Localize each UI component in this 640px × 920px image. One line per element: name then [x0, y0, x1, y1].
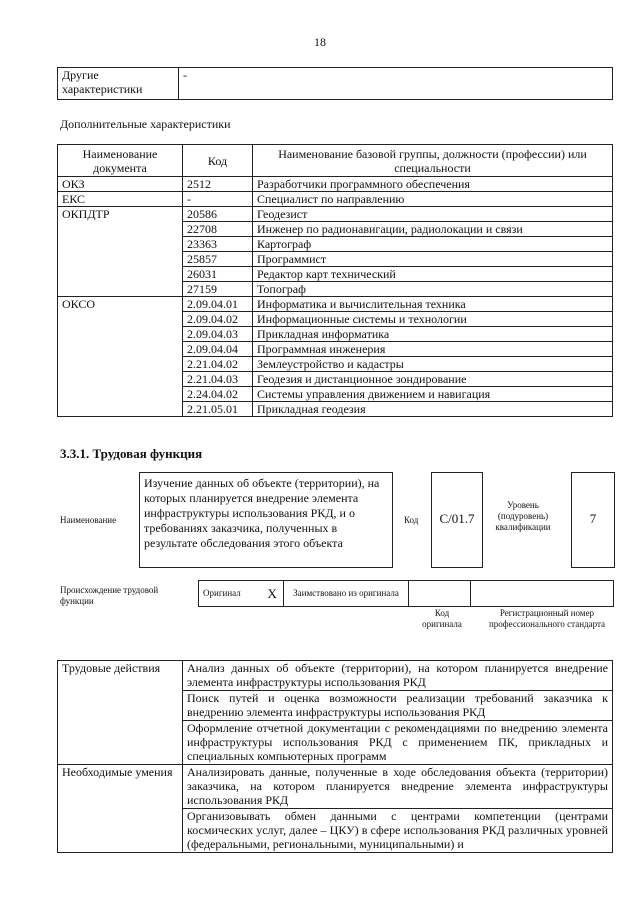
table-row — [58, 765, 613, 809]
skills-label: Необходимые умения — [58, 765, 183, 853]
name-cell: Геодезист — [253, 207, 613, 222]
code-value: C/01.7 — [439, 511, 475, 526]
actions-label: Трудовые действия — [58, 661, 183, 765]
code-cell: - — [183, 192, 253, 207]
name-cell: Специалист по направлению — [253, 192, 613, 207]
name-cell: Картограф — [253, 237, 613, 252]
code-cell: 2.21.04.03 — [183, 372, 253, 387]
code-box — [431, 472, 483, 568]
header-name: Наименование базовой группы, должности (профессии) или специальности — [253, 145, 613, 177]
function-name-value: Изучение данных об объекте (территории), на которых планируется внедрение элемента инфраструктуры использования РКД, и о требованиях заказчика, полученных в результате обследования этого объекта — [144, 476, 380, 550]
header-code: Код — [183, 145, 253, 177]
borrowed-label: Заимствовано из оригинала — [284, 581, 409, 607]
original-label: Оригинал — [199, 581, 264, 607]
code-label: Код — [404, 515, 419, 525]
code-cell: 2.09.04.02 — [183, 312, 253, 327]
name-label: Наименование — [60, 515, 117, 525]
name-cell: Топограф — [253, 282, 613, 297]
code-cell: 2.24.04.02 — [183, 387, 253, 402]
code-cell: 22708 — [183, 222, 253, 237]
name-cell: Разработчики программного обеспечения — [253, 177, 613, 192]
name-cell: Системы управления движением и навигация — [253, 387, 613, 402]
code-cell: 2.09.04.01 — [183, 297, 253, 312]
name-cell: Редактор карт технический — [253, 267, 613, 282]
table-row — [58, 177, 613, 192]
origin-code-cell — [409, 581, 471, 607]
origin-label: Происхождение трудовой функции — [60, 585, 159, 606]
actions-table — [57, 660, 613, 853]
header-doc: Наименование документа — [58, 145, 183, 177]
original-mark: X — [264, 581, 284, 607]
origin-table — [198, 580, 614, 607]
level-label: Уровень (подуровень) квалификации — [495, 500, 551, 532]
additional-table — [57, 144, 613, 417]
table-row — [58, 207, 613, 222]
code-cell: 2.09.04.04 — [183, 342, 253, 357]
doc-cell: ОКСО — [58, 297, 183, 417]
code-cell: 26031 — [183, 267, 253, 282]
code-cell: 2512 — [183, 177, 253, 192]
actions-item: Поиск путей и оценка возможности реализации требований заказчика к внедрению элемента инфраструктуры использования РКД — [183, 691, 613, 721]
page-number: 18 — [314, 35, 326, 49]
other-characteristics-label: Другие характеристики — [58, 68, 179, 100]
table-row — [58, 661, 613, 691]
code-caption: Код оригинала — [422, 608, 462, 629]
code-cell: 23363 — [183, 237, 253, 252]
actions-item: Оформление отчетной документации с рекомендациями по внедрению элемента инфраструктуры использования РКД с применением ПК, прикладных и специальных компьютерных программ — [183, 721, 613, 765]
level-value: 7 — [589, 511, 597, 526]
other-characteristics-value: - — [179, 68, 613, 100]
name-cell: Инженер по радионавигации, радиолокации и связи — [253, 222, 613, 237]
code-cell: 25857 — [183, 252, 253, 267]
code-cell: 2.09.04.03 — [183, 327, 253, 342]
doc-cell: ОКЗ — [58, 177, 183, 192]
name-cell: Землеустройство и кадастры — [253, 357, 613, 372]
skills-item: Анализировать данные, полученные в ходе обследования объекта (территории) заказчика, на котором планируется внедрение элемента инфраструктуры использования РКД — [183, 765, 613, 809]
name-cell: Информационные системы и технологии — [253, 312, 613, 327]
doc-cell: ЕКС — [58, 192, 183, 207]
actions-item: Анализ данных об объекте (территории), на котором планируется внедрение элемента инфраструктуры использования РКД — [183, 661, 613, 691]
other-characteristics-table — [57, 67, 613, 100]
origin-reg-cell — [471, 581, 614, 607]
skills-item: Организовывать обмен данными с центрами компетенции (центрами космических услуг, далее – ЦКУ) в сфере использования РКД различных уровней (федеральными, региональными, муниципальными) и — [183, 809, 613, 853]
table-row — [58, 297, 613, 312]
name-cell: Прикладная геодезия — [253, 402, 613, 417]
reg-caption: Регистрационный номер профессионального стандарта — [488, 608, 606, 629]
level-box — [571, 472, 615, 568]
name-cell: Информатика и вычислительная техника — [253, 297, 613, 312]
table-row — [58, 192, 613, 207]
name-cell: Геодезия и дистанционное зондирование — [253, 372, 613, 387]
code-cell: 2.21.04.02 — [183, 357, 253, 372]
name-cell: Прикладная информатика — [253, 327, 613, 342]
name-cell: Программист — [253, 252, 613, 267]
code-cell: 20586 — [183, 207, 253, 222]
code-cell: 27159 — [183, 282, 253, 297]
code-cell: 2.21.05.01 — [183, 402, 253, 417]
function-name-box — [139, 472, 393, 568]
section-title: 3.3.1. Трудовая функция — [60, 446, 203, 461]
doc-cell: ОКПДТР — [58, 207, 183, 297]
additional-title: Дополнительные характеристики — [60, 117, 231, 131]
name-cell: Программная инженерия — [253, 342, 613, 357]
